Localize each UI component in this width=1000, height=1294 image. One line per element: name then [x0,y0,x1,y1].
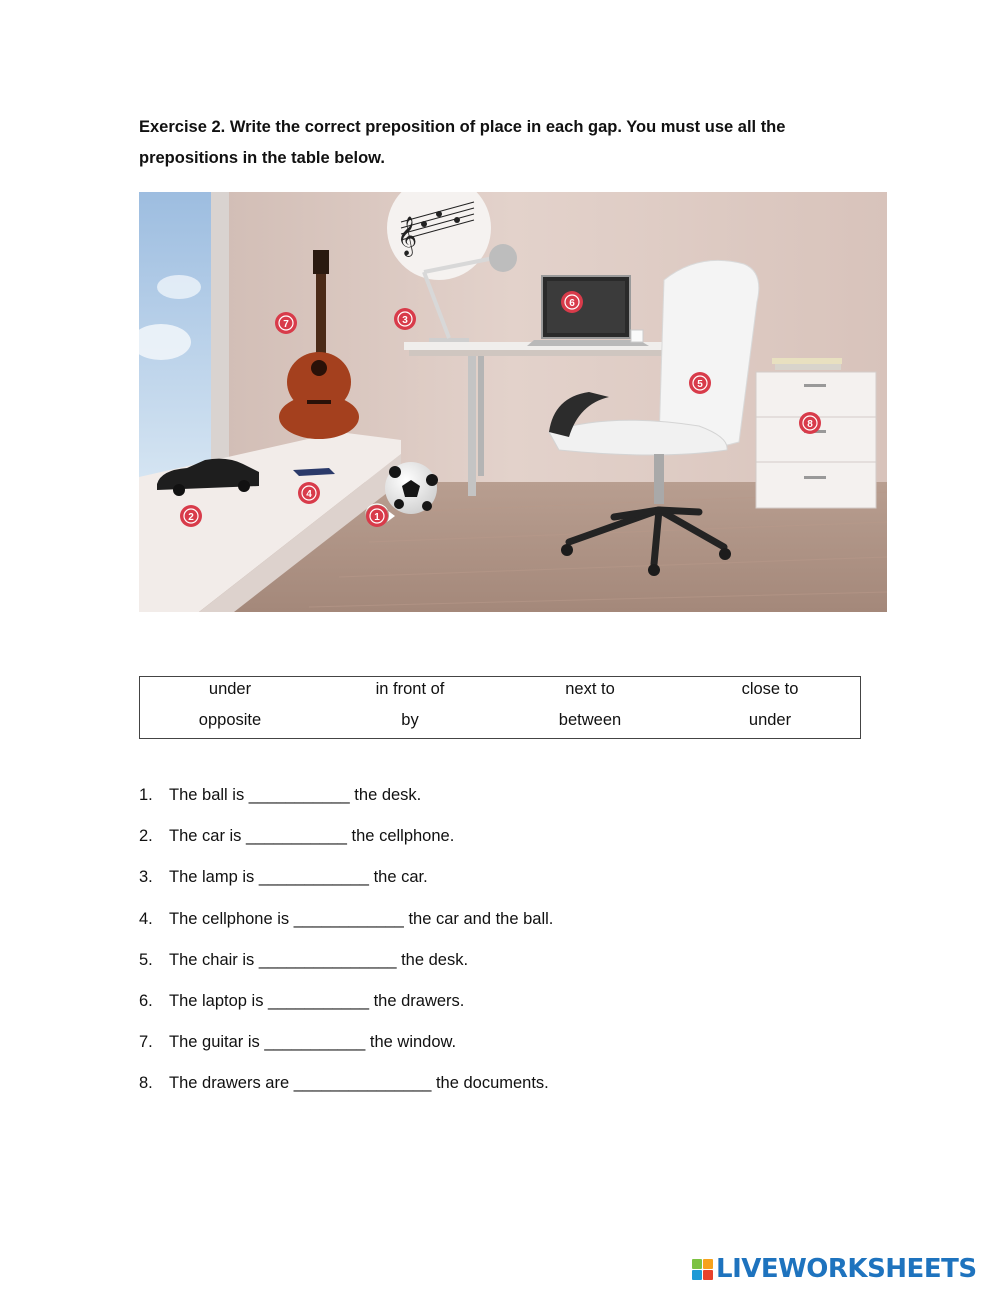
marker-2-label: 2 [188,512,194,523]
word-bank-cell: under [748,711,792,729]
liveworksheets-logo-icon [692,1259,713,1280]
brand-name: LIVEWORKSHEETS [716,1254,977,1284]
window [139,192,229,492]
question-item[interactable] [139,947,553,988]
preposition-word-bank [139,676,861,739]
word-bank-cell: opposite [198,711,262,729]
question-text: The drawers are _______________ the documents. [169,1074,549,1093]
question-item[interactable] [139,1070,553,1111]
question-text: The cellphone is ____________ the car and the ball. [169,909,554,928]
word-bank-cell: in front of [375,680,445,698]
marker-7-label: 7 [283,319,289,330]
question-text: The lamp is ____________ the car. [169,868,428,887]
svg-text:𝄞: 𝄞 [397,216,418,256]
marker-8-label: 8 [807,419,813,430]
question-number: 4. [139,909,153,928]
cup [631,330,643,342]
question-number: 7. [139,1033,153,1052]
marker-2-pin [180,505,202,527]
marker-4-label: 4 [306,489,312,500]
drawers [756,358,876,508]
word-bank-cell: next to [565,680,615,698]
marker-8-pin [799,412,821,434]
question-number: 3. [139,868,153,887]
question-text: The laptop is ___________ the drawers. [169,991,465,1010]
question-text: The guitar is ___________ the window. [169,1033,457,1052]
question-number: 2. [139,827,153,846]
question-item[interactable] [139,1029,553,1070]
marker-3-label: 3 [402,315,408,326]
marker-4-pin [298,482,320,504]
marker-5-pin [689,372,711,394]
word-bank-cell: by [401,711,419,729]
question-item[interactable] [139,864,553,905]
question-number: 5. [139,950,153,969]
question-item[interactable] [139,906,553,947]
marker-6-label: 6 [569,298,575,309]
question-number: 1. [139,786,153,804]
question-text: The car is ___________ the cellphone. [169,827,455,846]
marker-1-label: 1 [374,512,380,523]
word-bank-cell: close to [741,680,799,698]
room-illustration [139,192,887,612]
question-text: The chair is _______________ the desk. [169,950,469,969]
marker-3-pin [394,308,416,330]
liveworksheets-brand [692,1254,977,1284]
exercise-title: Exercise 2. Write the correct preposition of place in each gap. You must use all the prepositions in the table below. [139,118,786,167]
marker-5-label: 5 [697,379,703,390]
question-item[interactable] [139,988,553,1029]
question-item[interactable] [139,823,553,864]
word-bank-cell: between [558,711,622,729]
question-text: The ball is ___________ the desk. [169,786,422,804]
question-number: 6. [139,991,153,1010]
question-number: 8. [139,1074,153,1093]
marker-6-pin [561,291,583,313]
word-bank-cell: under [208,680,252,698]
marker-7-pin [275,312,297,334]
question-list [139,782,553,1112]
question-item[interactable] [139,782,553,823]
